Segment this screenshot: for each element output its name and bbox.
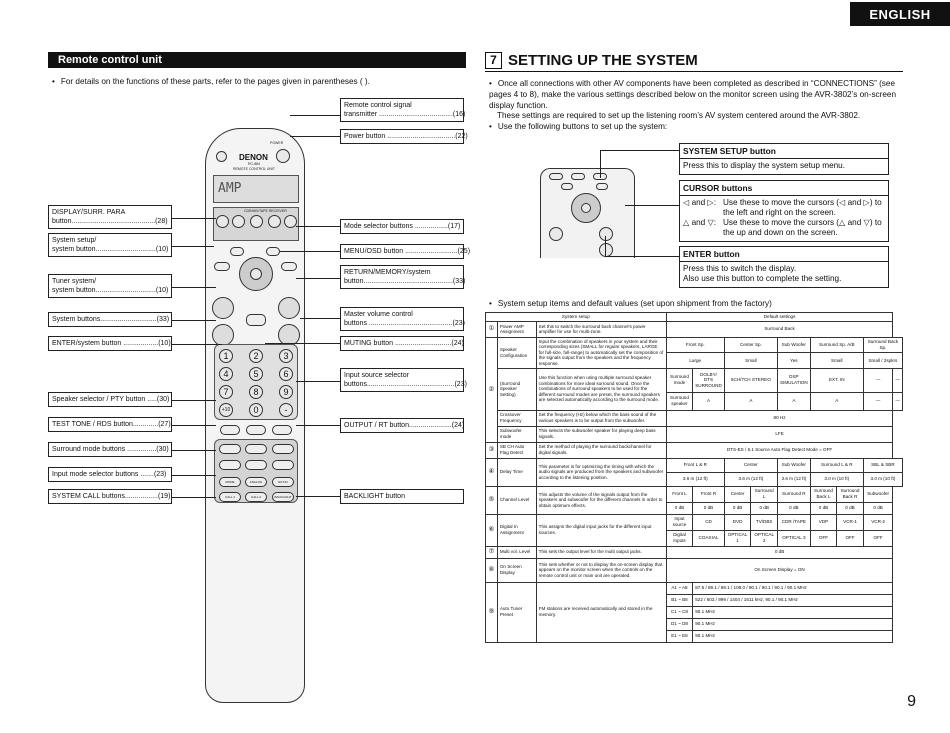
row-number: ② bbox=[486, 337, 498, 442]
row-name: Auto Tuner Preset bbox=[497, 582, 536, 642]
table-row bbox=[486, 458, 903, 472]
cell: VCR-1 bbox=[837, 514, 864, 530]
remote-model: RC-884 bbox=[248, 162, 261, 166]
remote-mode-area bbox=[213, 207, 299, 241]
remote-key-2: 2 bbox=[249, 349, 263, 363]
label-enter-system: ENTER/system button ..................(10) bbox=[48, 336, 172, 351]
remote-surround-area bbox=[214, 439, 298, 503]
label-power-button: Power button ...................................(22) bbox=[340, 129, 464, 144]
system-setup-box-body: Press this to display the system setup menu. bbox=[683, 161, 846, 170]
mini-remote-illustration bbox=[540, 168, 635, 258]
cell: Front L bbox=[666, 486, 693, 502]
label-menu-osd: MENU/OSD button ...........................(25) bbox=[340, 244, 464, 259]
cursor-box-head: CURSOR buttons bbox=[680, 181, 888, 196]
row-desc: Set this to switch the surround back channel’s power amplifier for use for multi-zone. bbox=[536, 321, 666, 337]
table-intro: • System setup items and default values (set upon shipment from the factory) bbox=[489, 298, 903, 309]
th-default-settings: Default settings bbox=[666, 313, 893, 322]
cell: C1 ~ C8 bbox=[666, 606, 693, 618]
cell: Yes bbox=[778, 353, 811, 368]
remote-analog-key: ANALOG bbox=[245, 477, 267, 487]
remote-key-6: 6 bbox=[279, 367, 293, 381]
row-desc: This selects the subwoofer speaker for playing deep bass signals. bbox=[536, 426, 666, 442]
row-value: 80 Hz bbox=[666, 410, 893, 426]
cell: OPTICAL 2 bbox=[751, 530, 778, 546]
leader-line bbox=[600, 150, 601, 178]
cell: CD bbox=[693, 514, 725, 530]
remote-key bbox=[219, 460, 241, 470]
leader-line bbox=[290, 115, 340, 116]
cell: A bbox=[693, 392, 725, 410]
remote-key-7: 7 bbox=[219, 385, 233, 399]
remote-key bbox=[245, 460, 267, 470]
cell: — bbox=[863, 368, 893, 392]
cell: CDR /TAPE bbox=[778, 514, 811, 530]
row-number: ① bbox=[486, 321, 498, 337]
cursor-ud-keys: △ and ▽: bbox=[683, 218, 717, 227]
cursor-box-body bbox=[680, 196, 888, 241]
remote-key bbox=[272, 425, 292, 435]
cell: Center bbox=[724, 486, 751, 502]
mini-enter-key bbox=[581, 203, 591, 213]
mini-minus-key bbox=[599, 243, 613, 257]
remote-key bbox=[245, 444, 267, 454]
row-number: ③ bbox=[486, 442, 498, 458]
cell: Sub Woofer bbox=[778, 458, 811, 472]
label-speaker-selector: Speaker selector / PTY button .....(30) bbox=[48, 392, 172, 407]
row-value: On Screen Display = ON bbox=[666, 558, 893, 582]
mini-key bbox=[571, 173, 585, 180]
row-value: Surround Back bbox=[666, 321, 893, 337]
language-tab: ENGLISH bbox=[850, 2, 950, 26]
cell: 0 dB bbox=[778, 502, 811, 514]
label-system-setup: System setup/ system button...............................(10) bbox=[48, 233, 172, 257]
row-desc: Set the method of playing the surround backchannel for digital signals. bbox=[536, 442, 666, 458]
leader-line bbox=[290, 136, 340, 137]
cell: Surround mode bbox=[666, 368, 693, 392]
enter-box-body: Press this to switch the display. Also use this button to complete the setting. bbox=[683, 264, 842, 283]
remote-setup-key bbox=[214, 262, 230, 271]
cursor-box bbox=[679, 180, 889, 242]
leader-line bbox=[296, 425, 340, 426]
leader-line bbox=[605, 256, 679, 257]
remote-mode-btn bbox=[216, 215, 229, 228]
setup-intro: • Once all connections with other AV components have been completed as described in “CONNECTIONS” (see pages 4 to 8), make the various settings described below on the monitor screen using the AVR-3802’s on-screen display function. bbox=[489, 78, 903, 111]
section-number: 7 bbox=[485, 52, 502, 69]
remote-lcd-text: AMP bbox=[218, 181, 242, 196]
remote-backlight-key: BACKLIGHT bbox=[272, 492, 294, 502]
row-value: DTS-ES / 6.1 Source Auto Flag Detect Mode = OFF bbox=[666, 442, 893, 458]
cell: 90.1 MHz bbox=[693, 630, 893, 642]
row-desc: Input the combination of speakers in your system and their corresponding sizes (SMALL for regular speakers, LARGE for full-size, full-range) to automatically set the composition of the signals output from the speakers and the frequency response. bbox=[536, 337, 666, 368]
cell: 0 dB bbox=[693, 502, 725, 514]
leader-line bbox=[172, 320, 216, 321]
row-name: (Surround Speaker Setting) bbox=[497, 368, 536, 410]
cell: OFF bbox=[863, 530, 893, 546]
cell: — bbox=[893, 368, 903, 392]
row-desc: This sets whether or not to display the on-screen display that appears on the monitor screen when the controls on the remote control unit or main unit are operated. bbox=[536, 558, 666, 582]
table-row bbox=[486, 426, 903, 442]
cell: Surround Back Sp. bbox=[863, 337, 902, 353]
row-number: ⑤ bbox=[486, 486, 498, 514]
table-row bbox=[486, 321, 903, 337]
leader-line bbox=[296, 226, 340, 227]
table-row bbox=[486, 558, 903, 582]
cell: Small bbox=[810, 353, 863, 368]
enter-box bbox=[679, 246, 889, 288]
row-name: Channel Level bbox=[497, 486, 536, 514]
row-desc: Set the frequency (Hz) below which the bass sound of the various speakers is to be output from the subwoofer. bbox=[536, 410, 666, 426]
cursor-lr-text: Use these to move the cursors (◁ and ▷) to the left and right on the screen. bbox=[723, 198, 882, 217]
remote-key bbox=[219, 444, 241, 454]
cell: 90.1 MHz bbox=[693, 606, 893, 618]
enter-box-head: ENTER button bbox=[680, 247, 888, 262]
remote-lcd bbox=[213, 175, 299, 203]
section-rule bbox=[485, 71, 903, 72]
left-section-title: Remote control unit bbox=[48, 52, 466, 68]
table-row bbox=[486, 442, 903, 458]
cell: Front R bbox=[693, 486, 725, 502]
cell: Large bbox=[666, 353, 724, 368]
cell: Small bbox=[724, 353, 777, 368]
remote-brand: DENON bbox=[239, 153, 268, 162]
cell: COAXIAL bbox=[693, 530, 725, 546]
cell: 522 / 603 / 999 / 1404 / 1611 kHz, 90.1 / 90.1 MHz bbox=[693, 594, 893, 606]
cell: VDP bbox=[810, 514, 837, 530]
leader-line bbox=[172, 400, 216, 401]
page-number: 9 bbox=[907, 693, 916, 710]
cell: DVD bbox=[724, 514, 751, 530]
row-name: On Screen Display bbox=[497, 558, 536, 582]
row-desc: This assigns the digital input jacks for the different input sources. bbox=[536, 514, 666, 546]
remote-mode-btn bbox=[232, 215, 245, 228]
section-title bbox=[485, 52, 698, 69]
label-surround-mode: Surround mode buttons ...............(30) bbox=[48, 442, 172, 457]
row-number: ⑥ bbox=[486, 514, 498, 546]
cell: Front L & R bbox=[666, 458, 724, 472]
leader-line bbox=[172, 287, 216, 288]
mini-plus-key bbox=[599, 227, 613, 241]
remote-call2-key: CALL 2 bbox=[245, 492, 267, 502]
table-row bbox=[486, 514, 903, 530]
cell: OPTICAL 3 bbox=[778, 530, 811, 546]
remote-return-key bbox=[281, 262, 297, 271]
table-header-row bbox=[486, 313, 903, 322]
remote-volume-up bbox=[278, 297, 300, 319]
remote-subtitle: REMOTE CONTROL UNIT bbox=[233, 167, 276, 171]
remote-menu-key bbox=[266, 247, 280, 256]
leader-line bbox=[265, 343, 340, 344]
remote-extin-key: EXT.IN bbox=[272, 477, 294, 487]
cell: 3.0 m (10 ft) bbox=[810, 472, 863, 486]
cell: DSP SIMULATION bbox=[778, 368, 811, 392]
remote-display-key bbox=[230, 247, 244, 256]
cell: SBL & SBR bbox=[863, 458, 902, 472]
label-system-call: SYSTEM CALL buttons.................(19) bbox=[48, 489, 172, 504]
remote-key-3: 3 bbox=[279, 349, 293, 363]
remote-on-button bbox=[276, 149, 290, 163]
leader-line bbox=[172, 475, 216, 476]
table-row bbox=[486, 546, 903, 558]
label-input-source: Input source selector buttons.............................................(23) bbox=[340, 368, 464, 392]
cell: 90.1 MHz bbox=[693, 618, 893, 630]
cell: Surround L bbox=[751, 486, 778, 502]
row-desc: This sets the output level for the multi output jacks. bbox=[536, 546, 666, 558]
leader-line bbox=[296, 278, 340, 279]
remote-enter-key bbox=[250, 268, 262, 280]
cell: 0 dB bbox=[666, 502, 693, 514]
leader-line bbox=[172, 344, 222, 345]
row-desc: Use this function when using multiple surround speaker combinations for more ideal surround sound. Once the combinations of surround speakers to be used for the different surround modes are preset, the surround speakers are selected automatically according to the surround mode. bbox=[536, 368, 666, 410]
system-setup-box-head: SYSTEM SETUP button bbox=[680, 144, 888, 159]
remote-key bbox=[220, 425, 240, 435]
label-test-tone: TEST TONE / RDS button.............(27) bbox=[48, 417, 172, 432]
cell: Surround speaker bbox=[666, 392, 693, 410]
leader-line bbox=[172, 425, 216, 426]
cell: DOLBY/ DTS SURROUND bbox=[693, 368, 725, 392]
label-remote-transmitter: Remote control signal transmitter ......................................(16) bbox=[340, 98, 464, 122]
table-row bbox=[486, 486, 903, 502]
row-desc: This adjusts the volume of the signals output from the speakers and subwoofer for the different channels in order to obtain optimum effects. bbox=[536, 486, 666, 514]
table-row bbox=[486, 337, 903, 353]
cell: 3.6 m (12 ft) bbox=[778, 472, 811, 486]
row-desc: FM stations are received automatically and stored in the memory. bbox=[536, 582, 666, 642]
row-number: ⑨ bbox=[486, 582, 498, 642]
remote-key-minus: - bbox=[279, 403, 293, 417]
remote-illustration bbox=[205, 128, 305, 703]
cell: Subwoofer bbox=[863, 486, 893, 502]
cell: Surround Sp. A/B bbox=[810, 337, 863, 353]
setup-buttons-intro: • Use the following buttons to set up the system: bbox=[489, 121, 903, 132]
cell: A bbox=[810, 392, 863, 410]
remote-cdr-label: CDR/MD/TAPE RECEIVER bbox=[244, 209, 287, 213]
leader-line bbox=[625, 205, 679, 206]
cell: — bbox=[863, 392, 893, 410]
section-title-text: SETTING UP THE SYSTEM bbox=[508, 52, 698, 69]
leader-line bbox=[296, 381, 340, 382]
cell: TV/DBS bbox=[751, 514, 778, 530]
row-desc: This parameter is for optimizing the timing with which the audio signals are produced from the speakers and subwoofer according to the listening position. bbox=[536, 458, 666, 486]
remote-key bbox=[272, 444, 294, 454]
cell: 5CH/7CH STEREO bbox=[724, 368, 777, 392]
label-master-volume: Master volume control buttons ...........................................(23) bbox=[340, 307, 464, 331]
cell: EXT. IN bbox=[810, 368, 863, 392]
th-system-setup: System setup bbox=[486, 313, 667, 322]
cell: 3.0 m (10 ft) bbox=[863, 472, 902, 486]
cell: A bbox=[778, 392, 811, 410]
leader-line bbox=[172, 450, 216, 451]
row-name: Crossover Frequency bbox=[497, 410, 536, 426]
leader-line bbox=[172, 497, 216, 498]
mini-plus-key bbox=[549, 227, 563, 241]
cell: A1 ~ A8 bbox=[666, 582, 693, 594]
remote-channel-down bbox=[212, 324, 234, 346]
remote-key bbox=[272, 460, 294, 470]
row-name: Delay Time bbox=[497, 458, 536, 486]
row-number: ④ bbox=[486, 458, 498, 486]
table-row bbox=[486, 410, 903, 426]
row-number: ⑧ bbox=[486, 558, 498, 582]
cell: Center Sp. bbox=[724, 337, 777, 353]
remote-mode-key: MODE bbox=[219, 477, 241, 487]
cell: 0 dB bbox=[837, 502, 864, 514]
table-row bbox=[486, 368, 903, 392]
remote-key-0: 0 bbox=[249, 403, 263, 417]
leader-line bbox=[300, 318, 340, 319]
cursor-ud-text: Use these to move the cursors (△ and ▽) to the up and down on the screen. bbox=[723, 218, 882, 237]
cell: 0 dB bbox=[724, 502, 751, 514]
cell: 87.5 / 89.1 / 98.1 / 108.0 / 90.1 / 90.1 / 90.1 / 90.1 MHz bbox=[693, 582, 893, 594]
cell: B1 ~ B8 bbox=[666, 594, 693, 606]
cell: 0 dB bbox=[863, 502, 893, 514]
leader-line bbox=[600, 150, 679, 151]
row-number: ⑦ bbox=[486, 546, 498, 558]
remote-key-5: 5 bbox=[249, 367, 263, 381]
setup-intro-cont: These settings are required to set up the listening room’s AV system centered around the AVR-3802. bbox=[497, 111, 861, 120]
mini-key bbox=[596, 183, 608, 190]
cell: VCR-2 bbox=[863, 514, 893, 530]
row-name: Digital In Assignment bbox=[497, 514, 536, 546]
cell: OFF bbox=[810, 530, 837, 546]
cell: Center bbox=[724, 458, 777, 472]
remote-key bbox=[246, 425, 266, 435]
cell: — bbox=[893, 392, 903, 410]
cell: Small / 2spkrs bbox=[863, 353, 902, 368]
cell: Digital Inputs bbox=[666, 530, 693, 546]
remote-mute-key bbox=[246, 314, 266, 326]
mini-key bbox=[561, 183, 573, 190]
remote-mode-btn bbox=[268, 215, 281, 228]
remote-key-10: +10 bbox=[219, 403, 233, 417]
cell: Input source bbox=[666, 514, 693, 530]
cell: Surround Back L bbox=[810, 486, 837, 502]
row-value: 0 dB bbox=[666, 546, 893, 558]
cell: A bbox=[724, 392, 777, 410]
label-backlight: BACKLIGHT button bbox=[340, 489, 464, 504]
leader-line bbox=[172, 218, 216, 219]
label-system-buttons: System buttons.............................(33) bbox=[48, 312, 172, 327]
row-name: Speaker Configuration bbox=[497, 337, 536, 368]
label-output-rt: OUTPUT / RT button......................(24) bbox=[340, 418, 464, 433]
table-row bbox=[486, 582, 903, 594]
cell: 3.6 m (12 ft) bbox=[724, 472, 777, 486]
row-name: SB CH Auto Flag Detect bbox=[497, 442, 536, 458]
mini-key bbox=[549, 173, 563, 180]
row-name: Subwoofer mode bbox=[497, 426, 536, 442]
remote-key-9: 9 bbox=[279, 385, 293, 399]
cell: E1 ~ E8 bbox=[666, 630, 693, 642]
remote-key-1: 1 bbox=[219, 349, 233, 363]
leader-line bbox=[605, 236, 606, 256]
row-name: Power AMP Assignment bbox=[497, 321, 536, 337]
remote-key-8: 8 bbox=[249, 385, 263, 399]
remote-mode-btn bbox=[250, 215, 263, 228]
remote-channel-up bbox=[212, 297, 234, 319]
remote-off-button bbox=[216, 151, 227, 162]
cell: 3.6 m (12 ft) bbox=[666, 472, 724, 486]
cursor-lr-keys: ◁ and ▷: bbox=[683, 198, 717, 207]
label-tuner-system: Tuner system/ system button...............................(10) bbox=[48, 274, 172, 298]
remote-power-label: POWER bbox=[270, 141, 284, 145]
remote-numpad bbox=[214, 344, 298, 420]
label-display-surr: DISPLAY/SURR. PARA button...........................................(28) bbox=[48, 205, 172, 229]
cell: OPTICAL 1 bbox=[724, 530, 751, 546]
remote-key-4: 4 bbox=[219, 367, 233, 381]
row-name: Multi vol. Level bbox=[497, 546, 536, 558]
cell: Surround L & R bbox=[810, 458, 863, 472]
cell: D1 ~ D8 bbox=[666, 618, 693, 630]
label-return-memory: RETURN/MEMORY/system button..............................................(33) bbox=[340, 265, 464, 289]
cell: Surround Back R bbox=[837, 486, 864, 502]
cell: 0 dB bbox=[810, 502, 837, 514]
cell: Surround R bbox=[778, 486, 811, 502]
cell: Front Sp. bbox=[666, 337, 724, 353]
leader-line bbox=[172, 246, 214, 247]
system-setup-box bbox=[679, 143, 889, 175]
cell: Sub Woofer bbox=[778, 337, 811, 353]
label-mode-selector: Mode selector buttons .................(17) bbox=[340, 219, 464, 234]
label-input-mode: Input mode selector buttons .......(23) bbox=[48, 467, 172, 482]
row-value: LFE bbox=[666, 426, 893, 442]
leader-line bbox=[296, 496, 340, 497]
label-muting: MUTING button .............................(24) bbox=[340, 336, 464, 351]
leader-line bbox=[280, 251, 340, 252]
cell: 0 dB bbox=[751, 502, 778, 514]
left-intro: • For details on the functions of these parts, refer to the pages given in parentheses ( ). bbox=[52, 76, 462, 87]
remote-call1-key: CALL 1 bbox=[219, 492, 241, 502]
system-setup-table bbox=[485, 312, 903, 643]
cell: OFF bbox=[837, 530, 864, 546]
